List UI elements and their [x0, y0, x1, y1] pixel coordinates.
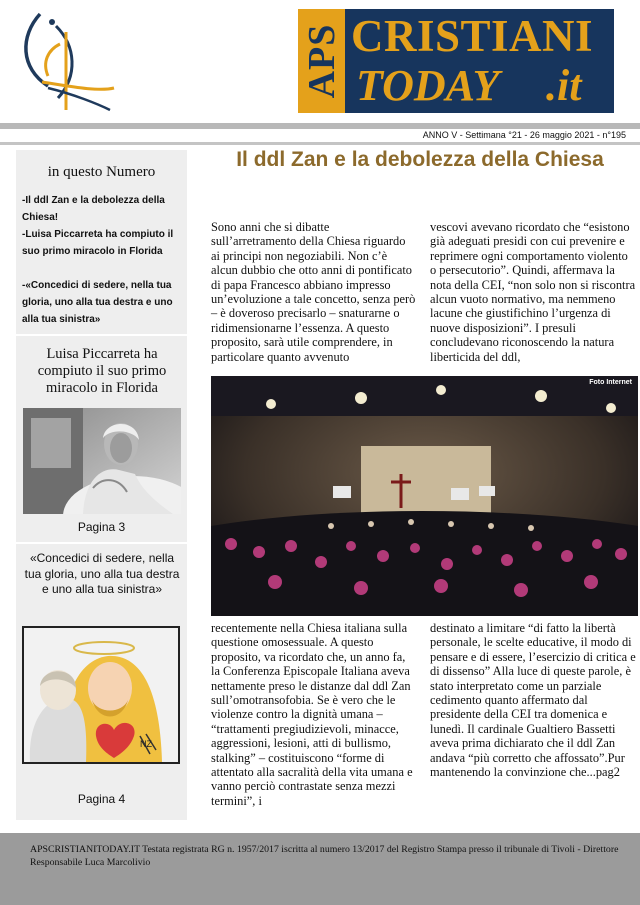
- cartoon-image-icon: [22, 626, 180, 764]
- masthead-logo: [298, 9, 614, 113]
- toc-item-ddl-zan[interactable]: -Il ddl Zan e la debolezza della Chiesa!: [22, 195, 165, 223]
- sidebar-divider: [16, 542, 187, 544]
- page-header: [0, 0, 640, 122]
- page-link-4[interactable]: Pagina 4: [77, 792, 126, 806]
- photo-credit: Foto Internet: [589, 379, 632, 386]
- fish-cross-logo-icon: [18, 6, 118, 114]
- footer-legal-text: APSCRISTIANITODAY.IT Testata registrata RG n. 1957/2017 iscritta al numero 13/2017 del Registro Stampa presso il tribunale di Tivoli - Direttore Responsabile Luca Marcolivio: [30, 844, 619, 868]
- article-photo-bishops-assembly[interactable]: [211, 376, 638, 616]
- sidebar-heading-piccarreta[interactable]: Luisa Piccarreta ha compiuto il suo primo miracolo in Florida: [37, 346, 167, 396]
- assembly-photo-icon: [211, 376, 638, 616]
- article-col1-top: Sono anni che si dibatte sull’arretramento della Chiesa riguardo ai principi non negoziabili. Non c’è alcun dubbio che otto anni di pontificato di papa Francesco abbiano impresso un’evoluzione a tale concetto, senza però – è doveroso precisarlo – snaturarne o ridimensionarne l’essenza. A questo proposito, sarà utile comprendere, in particolare quanto avvenuto: [211, 220, 416, 364]
- toc-item-piccarreta[interactable]: -Luisa Piccarreta ha compiuto il suo primo miracolo in Florida: [22, 229, 174, 257]
- photo-luisa-piccarreta[interactable]: [23, 408, 181, 514]
- cartoon-jesus-child[interactable]: [22, 626, 180, 764]
- masthead-aps: APS: [300, 23, 343, 99]
- issue-info: ANNO V - Settimana °21 - 26 maggio 2021 - n°195: [422, 130, 626, 140]
- cartoon-signature: NZ: [140, 739, 152, 749]
- sidebar: [16, 150, 187, 820]
- article-col2-bottom: destinato a limitare “di fatto la libertà personale, le scelte educative, il modo di pensare e di essere, l’esercizio di critica e di dissenso” Alla luce di queste parole, è stato interpretato come un parziale cedimento quanto affermato dal presidente della CEI tra domenica e lunedì. Il cardinale Gualtiero Bassetti aveva prima dichiarato che il ddl Zan andava “più corretto che affossato”.Pur mantenendo la convinzione che...pag2: [430, 621, 636, 780]
- article-col1-bottom: recentemente nella Chiesa italiana sulla questione omosessuale. A questo proposito, va ricordato che, un anno fa, la Conferenza Episcopale Italiana aveva nettamente preso le distanze dal ddl Zan sull’omotransofobia. Se è vero che le violenze contro la dignità umana – “trattamenti pregiudizievoli, minacce, aggressioni, lesioni, atti di bullismo, stalking” – costituiscono “forme di attentato alla sacralità della vita umana e vanno perciò contrastate senza mezzi termini”, i: [211, 621, 413, 808]
- issue-rule: [0, 142, 640, 145]
- page-link-3[interactable]: Pagina 3: [77, 520, 126, 534]
- portrait-image-icon: [23, 408, 181, 514]
- sidebar-heading-concedici[interactable]: «Concedici di sedere, nella tua gloria, uno alla tua destra e uno alla tua sinistra»: [24, 551, 180, 596]
- masthead-cristiani: CRISTIANI: [351, 11, 594, 61]
- masthead-aps-band: [298, 9, 345, 113]
- article-title: Il ddl Zan e la debolezza della Chiesa: [236, 148, 604, 171]
- masthead-today: TODAY: [356, 61, 500, 110]
- toc-title: in questo Numero: [47, 164, 156, 180]
- toc-item-concedici[interactable]: -«Concedici di sedere, nella tua gloria, uno alla tua destra e uno alla tua sinistra»: [22, 280, 173, 325]
- header-rule: [0, 123, 640, 129]
- masthead-domain: .it: [546, 61, 582, 110]
- sidebar-divider: [16, 334, 187, 336]
- article-col2-top: vescovi avevano ricordato che “esistono già adeguati presidi con cui prevenire e reprimere ogni comportamento violento o persecutorio”. Quindi, affermava la nota della CEI, “non solo non si riscontra alcun vuoto normativo, ma nemmeno lacune che giustifichino l’urgenza di nuove disposizioni”. I presuli concludevano riconoscendo la natura liberticida del ddl,: [430, 220, 636, 364]
